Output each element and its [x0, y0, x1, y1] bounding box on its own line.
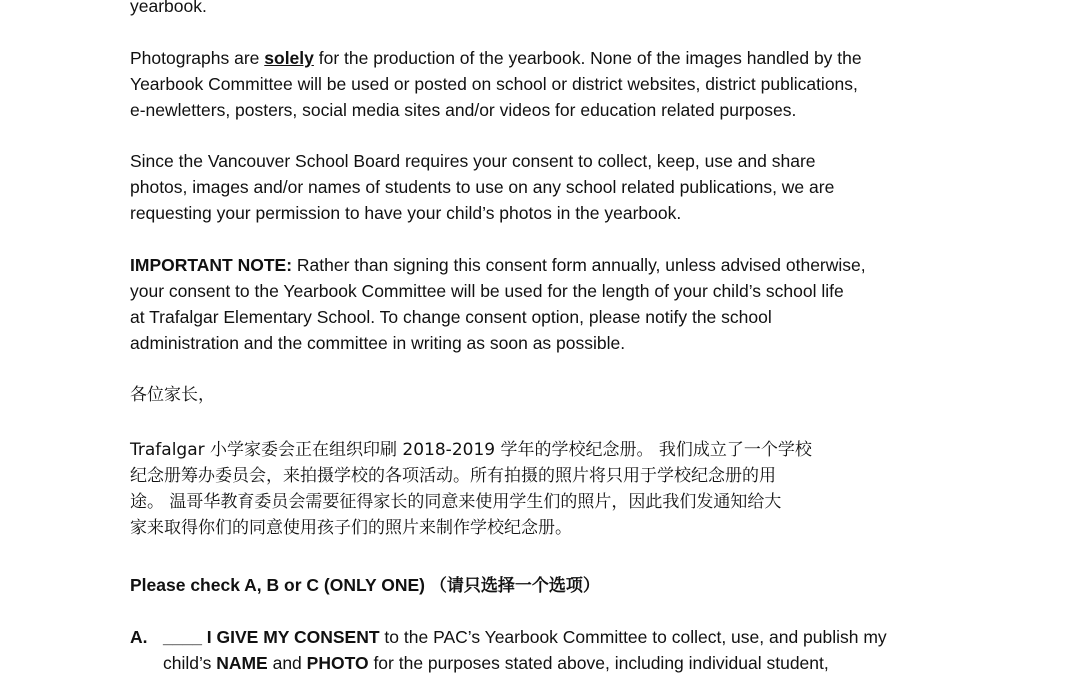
chinese-paragraph-line2: 纪念册筹办委员会，来拍摄学校的各项活动。所有拍摄的照片将只用于学校纪念册的用: [130, 466, 776, 486]
chinese-greeting: 各位家长，: [130, 385, 215, 405]
important-note-line1: IMPORTANT NOTE: Rather than signing this consent form annually, unless advised otherwise,: [130, 255, 866, 275]
check-instruction-english: Please check A, B or C (ONLY ONE): [130, 575, 426, 595]
option-a-photo-word: PHOTO: [306, 653, 369, 673]
important-note-label: IMPORTANT NOTE:: [130, 255, 293, 275]
vsb-paragraph-line1: Since the Vancouver School Board requires your consent to collect, keep, use and share: [130, 151, 816, 171]
important-note-line3: at Trafalgar Elementary School. To change consent option, please notify the school: [130, 307, 772, 327]
photographs-paragraph-line1: Photographs are solely for the production of the yearbook. None of the images handled by the: [130, 48, 862, 68]
vsb-paragraph-line3: requesting your permission to have your child’s photos in the yearbook.: [130, 203, 682, 223]
important-note-line2: your consent to the Yearbook Committee will be used for the length of your child’s school life: [130, 281, 844, 301]
option-a-name-word: NAME: [216, 653, 268, 673]
solely-emphasis: solely: [264, 48, 314, 68]
option-a-line1: ____ I GIVE MY CONSENT to the PAC’s Yearbook Committee to collect, use, and publish my: [163, 627, 887, 647]
important-note-line4: administration and the committee in writing as soon as possible.: [130, 333, 626, 353]
chinese-paragraph-line1: Trafalgar 小学家委会正在组织印刷 2018-2019 学年的学校纪念册。 我们成立了一个学校: [130, 440, 812, 460]
check-instruction: [130, 572, 600, 599]
option-a-consent-text: I GIVE MY CONSENT: [201, 627, 380, 647]
chinese-paragraph-line4: 家来取得你们的同意使用孩子们的照片来制作学校纪念册。: [130, 518, 572, 538]
photographs-paragraph-line2: Yearbook Committee will be used or posted on school or district websites, district publications,: [130, 74, 858, 94]
option-a-line2: child’s NAME and PHOTO for the purposes stated above, including individual student,: [163, 653, 829, 673]
top-fragment-text: yearbook.: [130, 0, 207, 16]
check-instruction-chinese: （请只选择一个选项）: [429, 576, 600, 596]
photographs-paragraph-line3: e-newletters, posters, social media sites and/or videos for education related purposes.: [130, 100, 797, 120]
vsb-paragraph-line2: photos, images and/or names of students to use on any school related publications, we are: [130, 177, 835, 197]
option-a-checkbox-blank[interactable]: ____: [163, 627, 202, 647]
chinese-paragraph-line3: 途。 温哥华教育委员会需要征得家长的同意来使用学生们的照片，因此我们发通知给大: [130, 492, 782, 512]
option-a-label: A.: [130, 627, 148, 647]
